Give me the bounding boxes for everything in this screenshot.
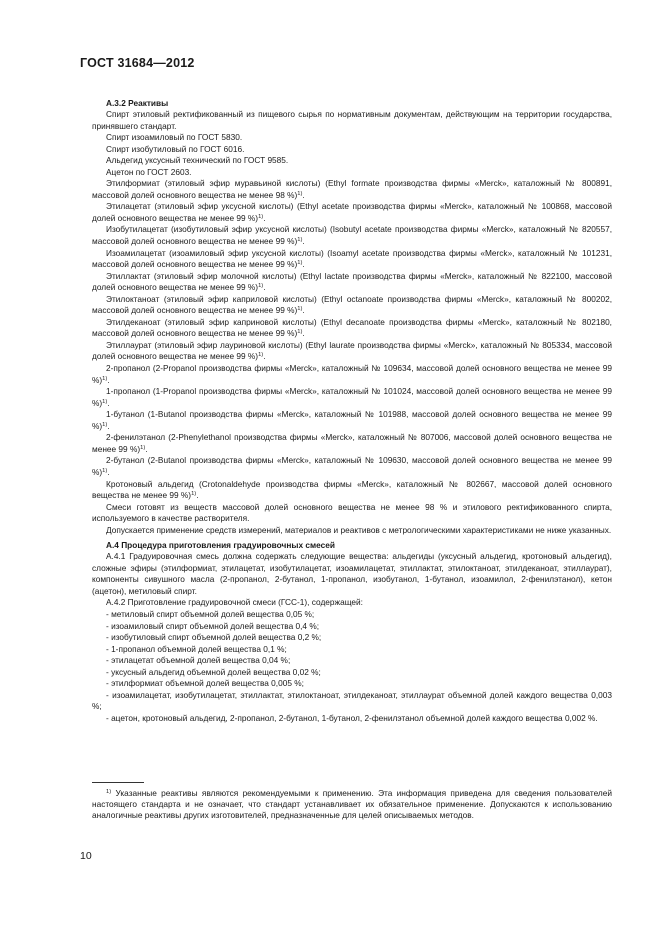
reagent-paragraph: 2-бутанол (2-Butanol производства фирмы «Merck», каталожный № 109630, массовой долей основного вещества не менее 99 %)$^{1)}$. <box>92 455 612 477</box>
reagent-text: 2-фенилэтанол (2-Phenylethanol производства фирмы «Merck», каталожный № 807006, массовой долей основного вещества не менее 99 %) <box>92 432 612 454</box>
page-number: 10 <box>80 850 92 862</box>
footnote-reference: 1) <box>297 260 303 267</box>
reagent-paragraph: 1-пропанол (1-Propanol производства фирмы «Merck», каталожный № 101024, массовой долей основного вещества не менее 99 %)$^{1)}$. <box>92 386 612 408</box>
reagent-text: Кротоновый альдегид (Crotonaldehyde производства фирмы «Merck», каталожный № 802667, массовой долей основного вещества не менее 99 %) <box>92 478 612 501</box>
footnote-reference: 1) <box>258 283 264 290</box>
section-a32-heading: А.3.2 Реактивы <box>106 98 169 108</box>
reagent-text: 2-бутанол (2-Butanol производства фирмы «Merck», каталожный № 109630, массовой долей основного вещества не менее 99 %) <box>92 455 612 477</box>
list-item: - метиловый спирт объемной долей вещества 0,05 %; <box>106 608 315 619</box>
reagent-text: Спирт этиловый ректификованный из пищевого сырья по нормативным документам, действующим на территории государства, принявшего стандарт. <box>92 109 612 131</box>
reagent-text: Этиллактат (этиловый эфир молочной кислоты) (Ethyl lactate производства фирмы «Merck», каталожный № 822100, массовой долей основного вещества не менее 99 %) <box>92 270 612 293</box>
footnote-reference: 1) <box>102 467 108 474</box>
list-item: - уксусный альдегид объемной долей вещества 0,02 %; <box>106 666 321 677</box>
footnote-divider <box>92 782 144 783</box>
gss1-composition-list <box>92 609 612 724</box>
reagent-text: Этиллаурат (этиловый эфир лауриновой кислоты) (Ethyl laurate производства фирмы «Merck», каталожный № 805334, массовой долей основного вещества не менее 99 %) <box>92 339 612 362</box>
document-body <box>92 97 612 724</box>
reagent-text: Смеси готовят из веществ массовой долей основного вещества не менее 98 % и этилового ректификованного спирта, используемого в качестве растворителя. <box>92 501 612 524</box>
footnote-reference: 1) <box>297 306 303 313</box>
footnote-reference: 1) <box>102 375 108 382</box>
reagent-text: Альдегид уксусный технический по ГОСТ 9585. <box>106 155 289 166</box>
reagent-text: Изоамилацетат (изоамиловый эфир уксусной кислоты) (Isoamyl acetate производства фирмы «Merck», каталожный № 101231, массовой долей основного вещества не менее 99 %) <box>92 247 612 270</box>
reagent-text: Этилацетат (этиловый эфир уксусной кислоты) (Ethyl acetate производства фирмы «Merck», каталожный № 100868, массовой долей основного вещества не менее 99 %) <box>92 201 612 223</box>
reagent-text: Этилформиат (этиловый эфир муравьиной кислоты) (Ethyl formate производства фирмы «Merck», каталожный № 800891, массовой долей основного вещества не менее 98 %) <box>92 178 612 200</box>
footnote-reference: 1) <box>102 398 108 405</box>
reagent-text: Этилоктаноат (этиловый эфир каприловой кислоты) (Ethyl octanoate производства фирмы «Merck», каталожный № 800202, массовой долей основного вещества не менее 99 %) <box>92 293 612 316</box>
footnote-mark: 1) <box>106 789 112 795</box>
reagent-paragraph: 2-фенилэтанол (2-Phenylethanol производства фирмы «Merck», каталожный № 807006, массовой долей основного вещества не менее 99 %)$^{1)}$. <box>92 432 612 454</box>
reagents-list <box>92 109 612 536</box>
reagent-paragraph: Изоамилацетат (изоамиловый эфир уксусной кислоты) (Isoamyl acetate производства фирмы «Merck», каталожный № 101231, массовой долей основного вещества не менее 99 %)$^{1)}$. <box>92 247 612 270</box>
footnote-reference: 1) <box>140 444 146 451</box>
reagent-paragraph <box>92 167 612 179</box>
reagent-text: 1-пропанол (1-Propanol производства фирмы «Merck», каталожный № 101024, массовой долей основного вещества не менее 99 %) <box>92 386 612 408</box>
footnote-text: Указанные реактивы являются рекомендуемыми к применению. Эта информация приведена для сведения пользователей настоящего стандарта и не означает, что стандарт устанавливает их обязательное применение. Допускаются к использованию аналогичные реактивы других изготовителей, предназначенные для целей описываемых методов. <box>92 788 613 821</box>
reagent-paragraph: Этилоктаноат (этиловый эфир каприловой кислоты) (Ethyl octanoate производства фирмы «Merck», каталожный № 800202, массовой долей основного вещества не менее 99 %)$^{1)}$. <box>92 293 612 316</box>
footnote-reference: 1) <box>102 421 108 428</box>
footnote-reference: 1) <box>258 213 264 220</box>
reagent-paragraph: Изобутилацетат (изобутиловый эфир уксусной кислоты) (Isobutyl acetate производства фирмы «Merck», каталожный № 820557, массовой долей основного вещества не менее 99 %)$^{1)}$. <box>92 224 612 247</box>
reagent-paragraph <box>92 144 612 156</box>
footnote <box>92 788 612 822</box>
reagent-text: Допускается применение средств измерений, материалов и реактивов с метрологическими характеристиками не ниже указанных. <box>106 524 612 535</box>
footnote-reference: 1) <box>297 329 303 336</box>
reagent-text: Спирт изобутиловый по ГОСТ 6016. <box>106 143 245 154</box>
footnote-reference: 1) <box>297 237 303 244</box>
list-item: - этилформиат объемной долей вещества 0,005 %; <box>106 678 304 689</box>
reagent-paragraph <box>92 525 612 537</box>
reagent-text: 1-бутанол (1-Butanol производства фирмы «Merck», каталожный № 101988, массовой долей основного вещества не менее 99 %) <box>92 409 612 431</box>
reagent-paragraph: Этиллактат (этиловый эфир молочной кислоты) (Ethyl lactate производства фирмы «Merck», каталожный № 822100, массовой долей основного вещества не менее 99 %)$^{1)}$. <box>92 270 612 293</box>
reagent-paragraph: Этилформиат (этиловый эфир муравьиной кислоты) (Ethyl formate производства фирмы «Merck», каталожный № 800891, массовой долей основного вещества не менее 98 %)$^{1)}$. <box>92 178 612 200</box>
list-item: - этилацетат объемной долей вещества 0,04 %; <box>106 655 291 666</box>
reagent-paragraph: Этиллаурат (этиловый эфир лауриновой кислоты) (Ethyl laurate производства фирмы «Merck», каталожный № 805334, массовой долей основного вещества не менее 99 %)$^{1)}$. <box>92 339 612 362</box>
list-item: - 1-пропанол объемной долей вещества 0,1 %; <box>106 643 287 654</box>
reagent-paragraph: Этилдеканоат (этиловый эфир каприновой кислоты) (Ethyl decanoate производства фирмы «Merck», каталожный № 802180, массовой долей основного вещества не менее 99 %)$^{1)}$. <box>92 316 612 339</box>
paragraph-a42: А.4.2 Приготовление градуировочной смеси (ГСС-1), содержащей: <box>106 597 363 608</box>
reagent-text: Этилдеканоат (этиловый эфир каприновой кислоты) (Ethyl decanoate производства фирмы «Merck», каталожный № 802180, массовой долей основного вещества не менее 99 %) <box>92 316 612 339</box>
list-item: - изоамилацетат, изобутилацетат, этиллактат, этилоктаноат, этилдеканоат, этиллаурат объемной долей каждого вещества 0,003 %; <box>92 689 612 712</box>
footnote-reference: 1) <box>191 491 197 498</box>
reagent-text: 2-пропанол (2-Propanol производства фирмы «Merck», каталожный № 109634, массовой долей основного вещества не менее 99 %) <box>92 363 612 385</box>
section-a4-heading: А.4 Процедура приготовления градуировочных смесей <box>106 540 335 551</box>
reagent-paragraph: 2-пропанол (2-Propanol производства фирмы «Merck», каталожный № 109634, массовой долей основного вещества не менее 99 %)$^{1)}$. <box>92 363 612 385</box>
footnote-reference: 1) <box>258 352 264 359</box>
paragraph-a41: А.4.1 Градуировочная смесь должна содержать следующие вещества: альдегиды (уксусный альдегид, кротоновый альдегид), сложные эфиры (этилформиат, этилацетат, изобутилацетат, изоамилацетат, этиллактат, этилоктаноат, этилдеканоат, этиллаурат), компоненты сивушного масла (2-пропанол, 2-бутанол, 1-пропанол, изобутанол, 1-бутанол, изоамилол, 2-фенилэтанол), кетон (ацетон), метиловый спирт. <box>92 551 612 596</box>
reagent-paragraph <box>92 109 612 132</box>
reagent-paragraph <box>92 132 612 144</box>
reagent-paragraph <box>92 155 612 167</box>
list-item: - изобутиловый спирт объемной долей вещества 0,2 %; <box>106 632 322 643</box>
reagent-paragraph: 1-бутанол (1-Butanol производства фирмы «Merck», каталожный № 101988, массовой долей основного вещества не менее 99 %)$^{1)}$. <box>92 409 612 431</box>
reagent-paragraph: Кротоновый альдегид (Crotonaldehyde производства фирмы «Merck», каталожный № 802667, массовой долей основного вещества не менее 99 %)$^{1)}$. <box>92 478 612 501</box>
footnote-reference: 1) <box>297 190 303 197</box>
reagent-text: Изобутилацетат (изобутиловый эфир уксусной кислоты) (Isobutyl acetate производства фирмы «Merck», каталожный № 820557, массовой долей основного вещества не менее 99 %) <box>92 224 612 247</box>
reagent-paragraph: Этилацетат (этиловый эфир уксусной кислоты) (Ethyl acetate производства фирмы «Merck», каталожный № 100868, массовой долей основного вещества не менее 99 %)$^{1)}$. <box>92 201 612 223</box>
reagent-paragraph <box>92 502 612 525</box>
page-header-standard: ГОСТ 31684—2012 <box>80 56 195 70</box>
reagent-text: Ацетон по ГОСТ 2603. <box>106 166 192 177</box>
reagent-text: Спирт изоамиловый по ГОСТ 5830. <box>106 132 243 143</box>
list-item: - изоамиловый спирт объемной долей вещества 0,4 %; <box>106 620 320 631</box>
list-item: - ацетон, кротоновый альдегид, 2-пропанол, 2-бутанол, 1-бутанол, 2-фенилэтанол объемной долей каждого вещества 0,002 %. <box>106 712 598 723</box>
